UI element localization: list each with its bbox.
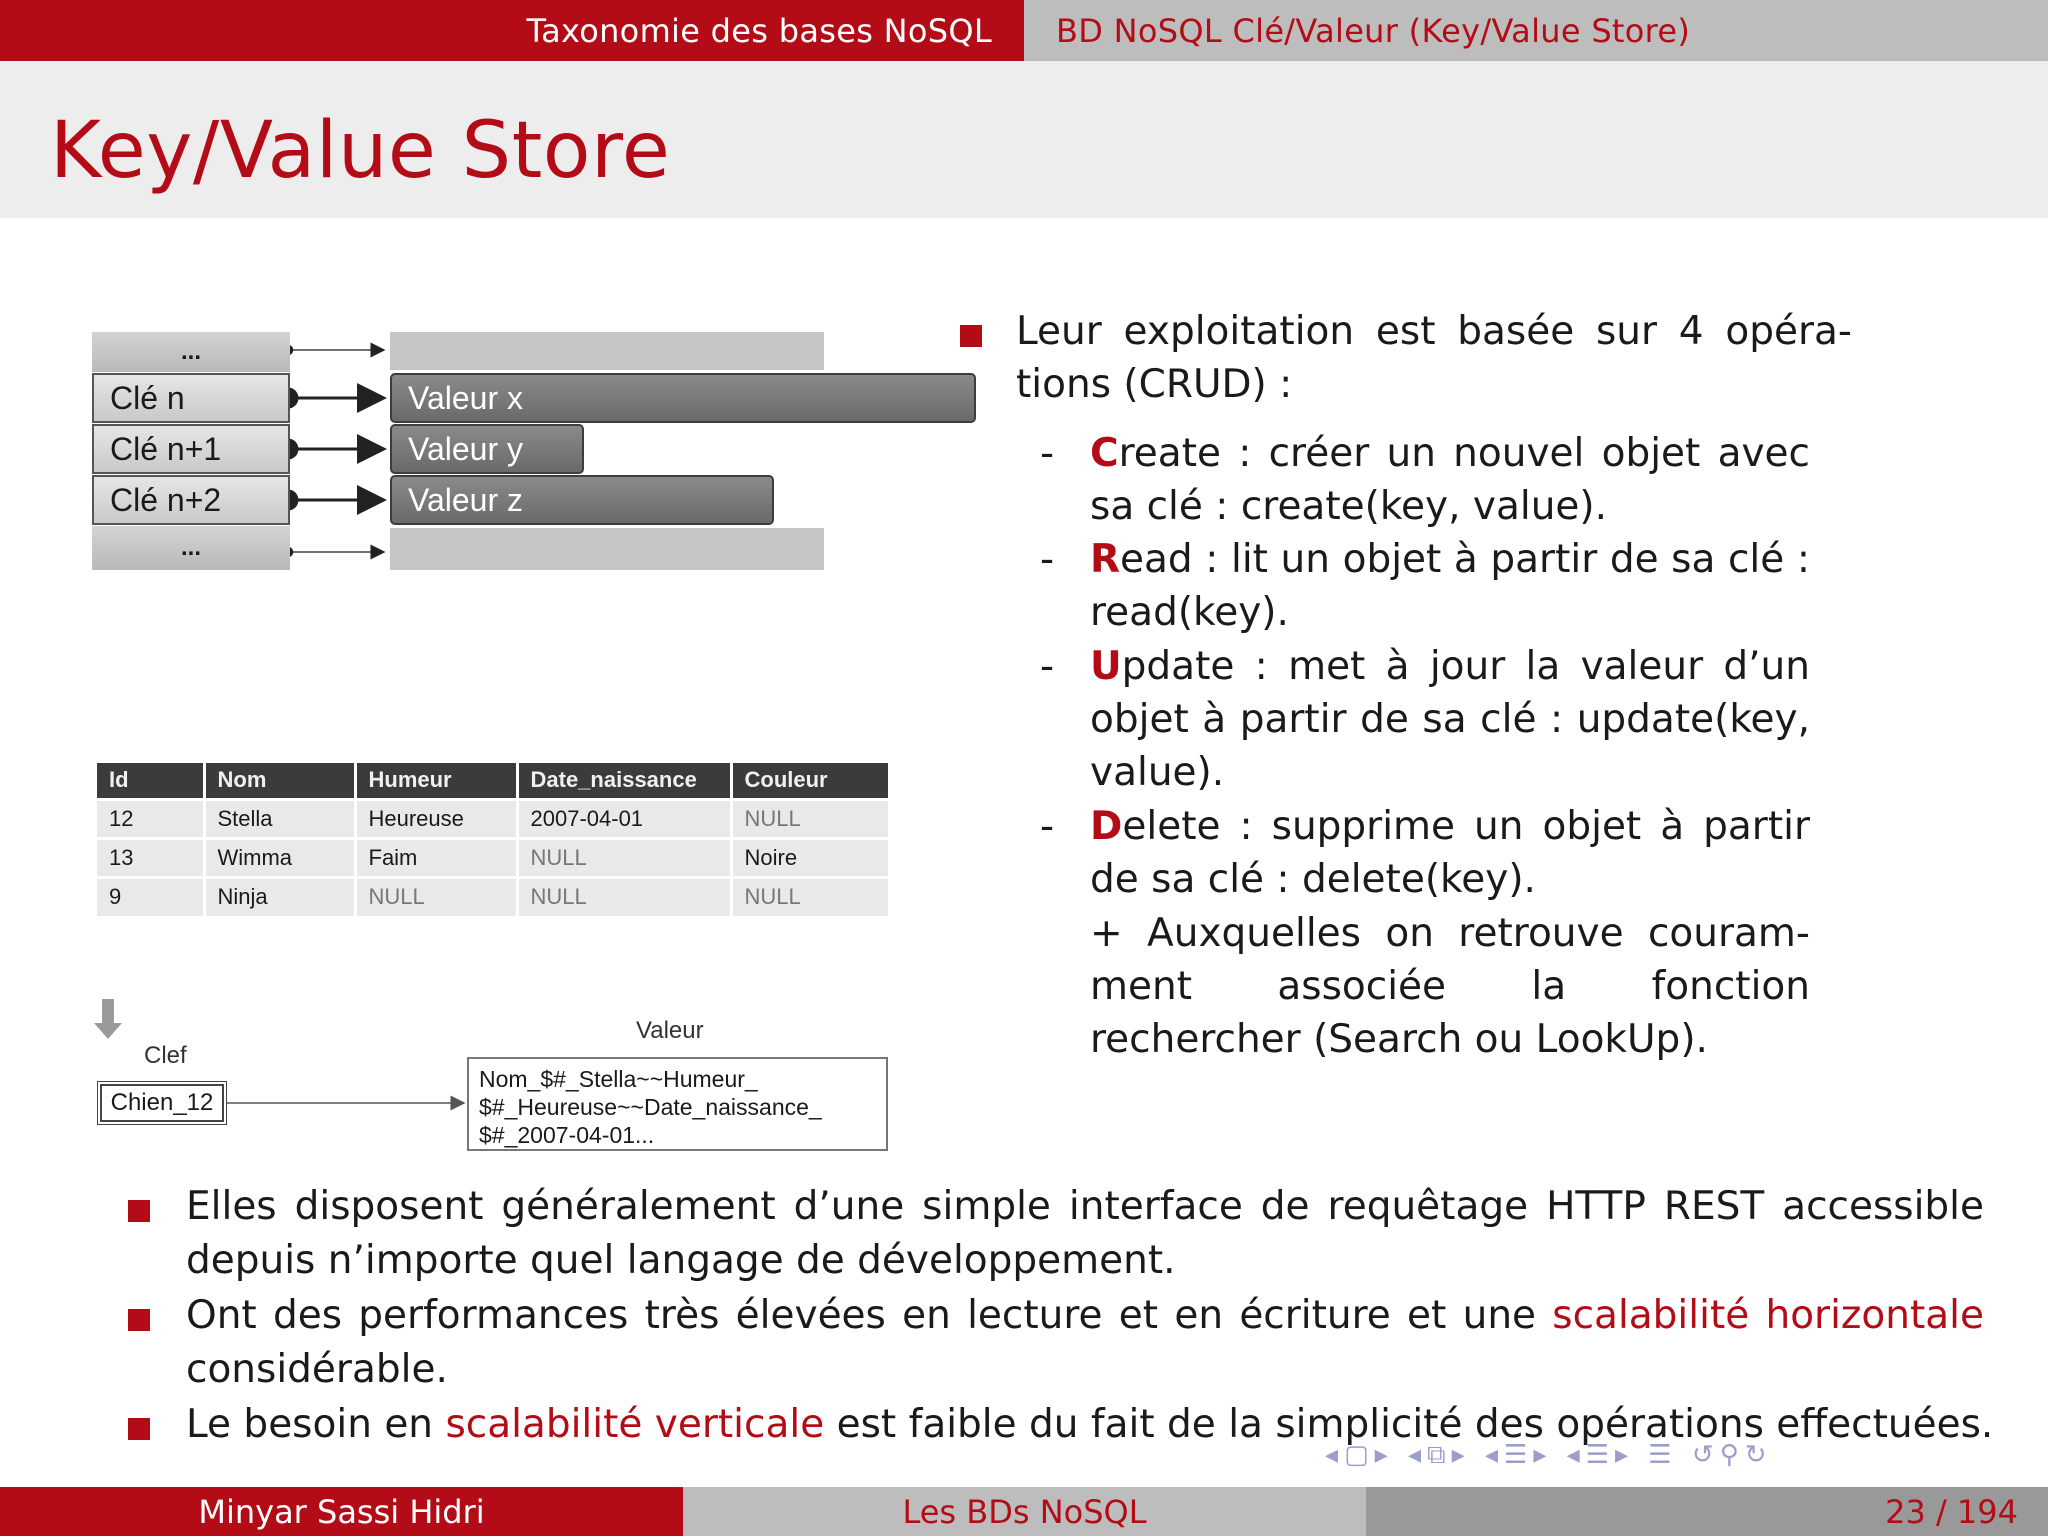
title-band [0, 61, 2048, 218]
slide-title: Key/Value Store [50, 106, 671, 196]
key-cell: Clé n+2 [92, 475, 290, 525]
top-navigation-bar [0, 0, 2048, 61]
table-cell: Heureuse [355, 799, 517, 838]
crud-intro: Leur exploitation est basée sur 4 opéra- tions (CRUD) : [1016, 309, 1852, 407]
nav-next-subsection-icon[interactable]: ▸ [1451, 1440, 1471, 1470]
table-header: Id [97, 763, 204, 799]
table-cell: Ninja [204, 877, 355, 916]
bullet-text: Ont des performances très élevées en lecture et en écriture et une [186, 1293, 1553, 1338]
crud-extra: + Auxquelles on retrouve couram- ment associée la fonction rechercher (Search ou LookUp). [1090, 911, 1810, 1062]
crud-initial: D [1090, 804, 1123, 849]
crud-delete [1040, 800, 1810, 906]
crud-initial: C [1090, 431, 1119, 476]
bullet-square [960, 325, 982, 347]
key-value-diagram [90, 330, 990, 590]
nav-next-frame-icon[interactable]: ▸ [1374, 1440, 1394, 1470]
dash-marker: - [1040, 431, 1055, 476]
nav-section-label: Taxonomie des bases NoSQL [526, 11, 992, 50]
value-bar-placeholder [390, 528, 824, 570]
bullet-square [128, 1200, 150, 1222]
key-cell: Clé n [92, 373, 290, 423]
dash-marker: - [1040, 644, 1055, 689]
crud-create [1040, 427, 1810, 533]
crud-text: pdate : met à jour la valeur d’un objet à partir de sa clé : update(key, value). [1090, 644, 1810, 795]
crud-read [1040, 533, 1810, 639]
bullet-square [128, 1309, 150, 1331]
bullet-square [128, 1418, 150, 1440]
nav-doc-icon[interactable]: ☰ [1585, 1440, 1616, 1470]
crud-text: ead : lit un objet à partir de sa clé : read(key). [1090, 537, 1810, 635]
table-header: Humeur [355, 763, 517, 799]
table-cell: 12 [97, 799, 204, 838]
value-bar: Valeur y [390, 424, 584, 474]
nav-prev-subsection-icon[interactable]: ◂ [1407, 1440, 1428, 1470]
flat-value-line: $#_2007-04-01... [479, 1122, 655, 1148]
nav-back-icon[interactable]: ↺ [1691, 1440, 1720, 1470]
nav-subsection-label: BD NoSQL Clé/Valeur (Key/Value Store) [1056, 11, 1691, 50]
example-table [97, 763, 888, 916]
table-cell: 13 [97, 838, 204, 877]
table-header-row [97, 763, 888, 799]
flat-value-line: Nom_$#_Stella~~Humeur_ [479, 1066, 758, 1092]
nav-section[interactable] [0, 0, 1024, 61]
table-row [97, 877, 888, 916]
flat-key-box: Chien_12 [100, 1084, 224, 1122]
flattened-kv-example [90, 995, 910, 1155]
nav-prev-section-icon[interactable]: ◂ [1484, 1440, 1504, 1470]
nav-frame-icon[interactable]: ▢ [1344, 1440, 1375, 1470]
footer-page-number: 23 / 194 [1366, 1487, 2048, 1536]
footer-author: Minyar Sassi Hidri [0, 1487, 683, 1536]
beamer-navigation [1325, 1440, 1773, 1471]
key-ellipsis-top: ... [92, 332, 290, 372]
table-cell: 9 [97, 877, 204, 916]
bullet-rest-interface: Elles disposent généralement d’une simple interface de requêtage HTTP REST accessible depuis n’importe quel langage de développement. [186, 1184, 1984, 1283]
nav-forward-icon[interactable]: ↻ [1744, 1440, 1773, 1470]
value-bar-placeholder [390, 332, 824, 370]
table-cell: Faim [355, 838, 517, 877]
nav-section-icon[interactable]: ☰ [1504, 1440, 1534, 1470]
highlight-vertical-scalability: scalabilité verticale [445, 1402, 825, 1447]
value-bar: Valeur x [390, 373, 976, 423]
flat-value-line: $#_Heureuse~~Date_naissance_ [479, 1094, 822, 1120]
table-cell: Wimma [204, 838, 355, 877]
nav-subsection[interactable] [1024, 0, 2048, 61]
table-row [97, 799, 888, 838]
table-header: Date_naissance [517, 763, 731, 799]
bullet-text: considérable. [186, 1347, 448, 1392]
value-bar: Valeur z [390, 475, 774, 525]
nav-search-icon[interactable]: ⚲ [1719, 1440, 1745, 1470]
dash-marker: - [1040, 804, 1055, 849]
bullet-text: Le besoin en [186, 1402, 446, 1447]
bullet-text: est faible du fait de la simplicité des opérations effectuées. [824, 1402, 1994, 1447]
table-cell: 2007-04-01 [517, 799, 731, 838]
table-cell: NULL [731, 799, 888, 838]
footer [0, 1487, 2048, 1536]
footer-course: Les BDs NoSQL [683, 1487, 1366, 1536]
nav-next-section-icon[interactable]: ▸ [1533, 1440, 1553, 1470]
dash-marker: - [1040, 537, 1055, 582]
table-cell: NULL [517, 877, 731, 916]
nav-prev-frame-icon[interactable]: ◂ [1325, 1440, 1345, 1470]
highlight-horizontal-scalability: scalabilité horizontale [1552, 1293, 1984, 1338]
table-cell: Noire [731, 838, 888, 877]
table-header: Nom [204, 763, 355, 799]
clef-label: Clef [144, 1042, 187, 1069]
crud-text: reate : créer un nouvel objet avec sa clé : create(key, value). [1090, 431, 1810, 529]
table-cell: Stella [204, 799, 355, 838]
valeur-label: Valeur [636, 1017, 704, 1044]
nav-appendix-icon[interactable]: ☰ [1648, 1440, 1678, 1470]
flat-value-box [467, 1057, 888, 1151]
table-row [97, 838, 888, 877]
table-cell: NULL [355, 877, 517, 916]
crud-initial: R [1090, 537, 1121, 582]
nav-next-doc-icon[interactable]: ▸ [1615, 1440, 1635, 1470]
key-ellipsis-bottom: ... [92, 526, 290, 570]
nav-subsection-icon[interactable]: ⧉ [1427, 1440, 1452, 1470]
nav-prev-doc-icon[interactable]: ◂ [1566, 1440, 1586, 1470]
crud-initial: U [1090, 644, 1122, 689]
crud-update [1040, 640, 1810, 799]
key-cell: Clé n+1 [92, 424, 290, 474]
crud-text: elete : supprime un objet à partir de sa clé : delete(key). [1090, 804, 1810, 902]
bullet-performance [186, 1289, 1984, 1397]
table-header: Couleur [731, 763, 888, 799]
table-cell: NULL [517, 838, 731, 877]
table-cell: NULL [731, 877, 888, 916]
